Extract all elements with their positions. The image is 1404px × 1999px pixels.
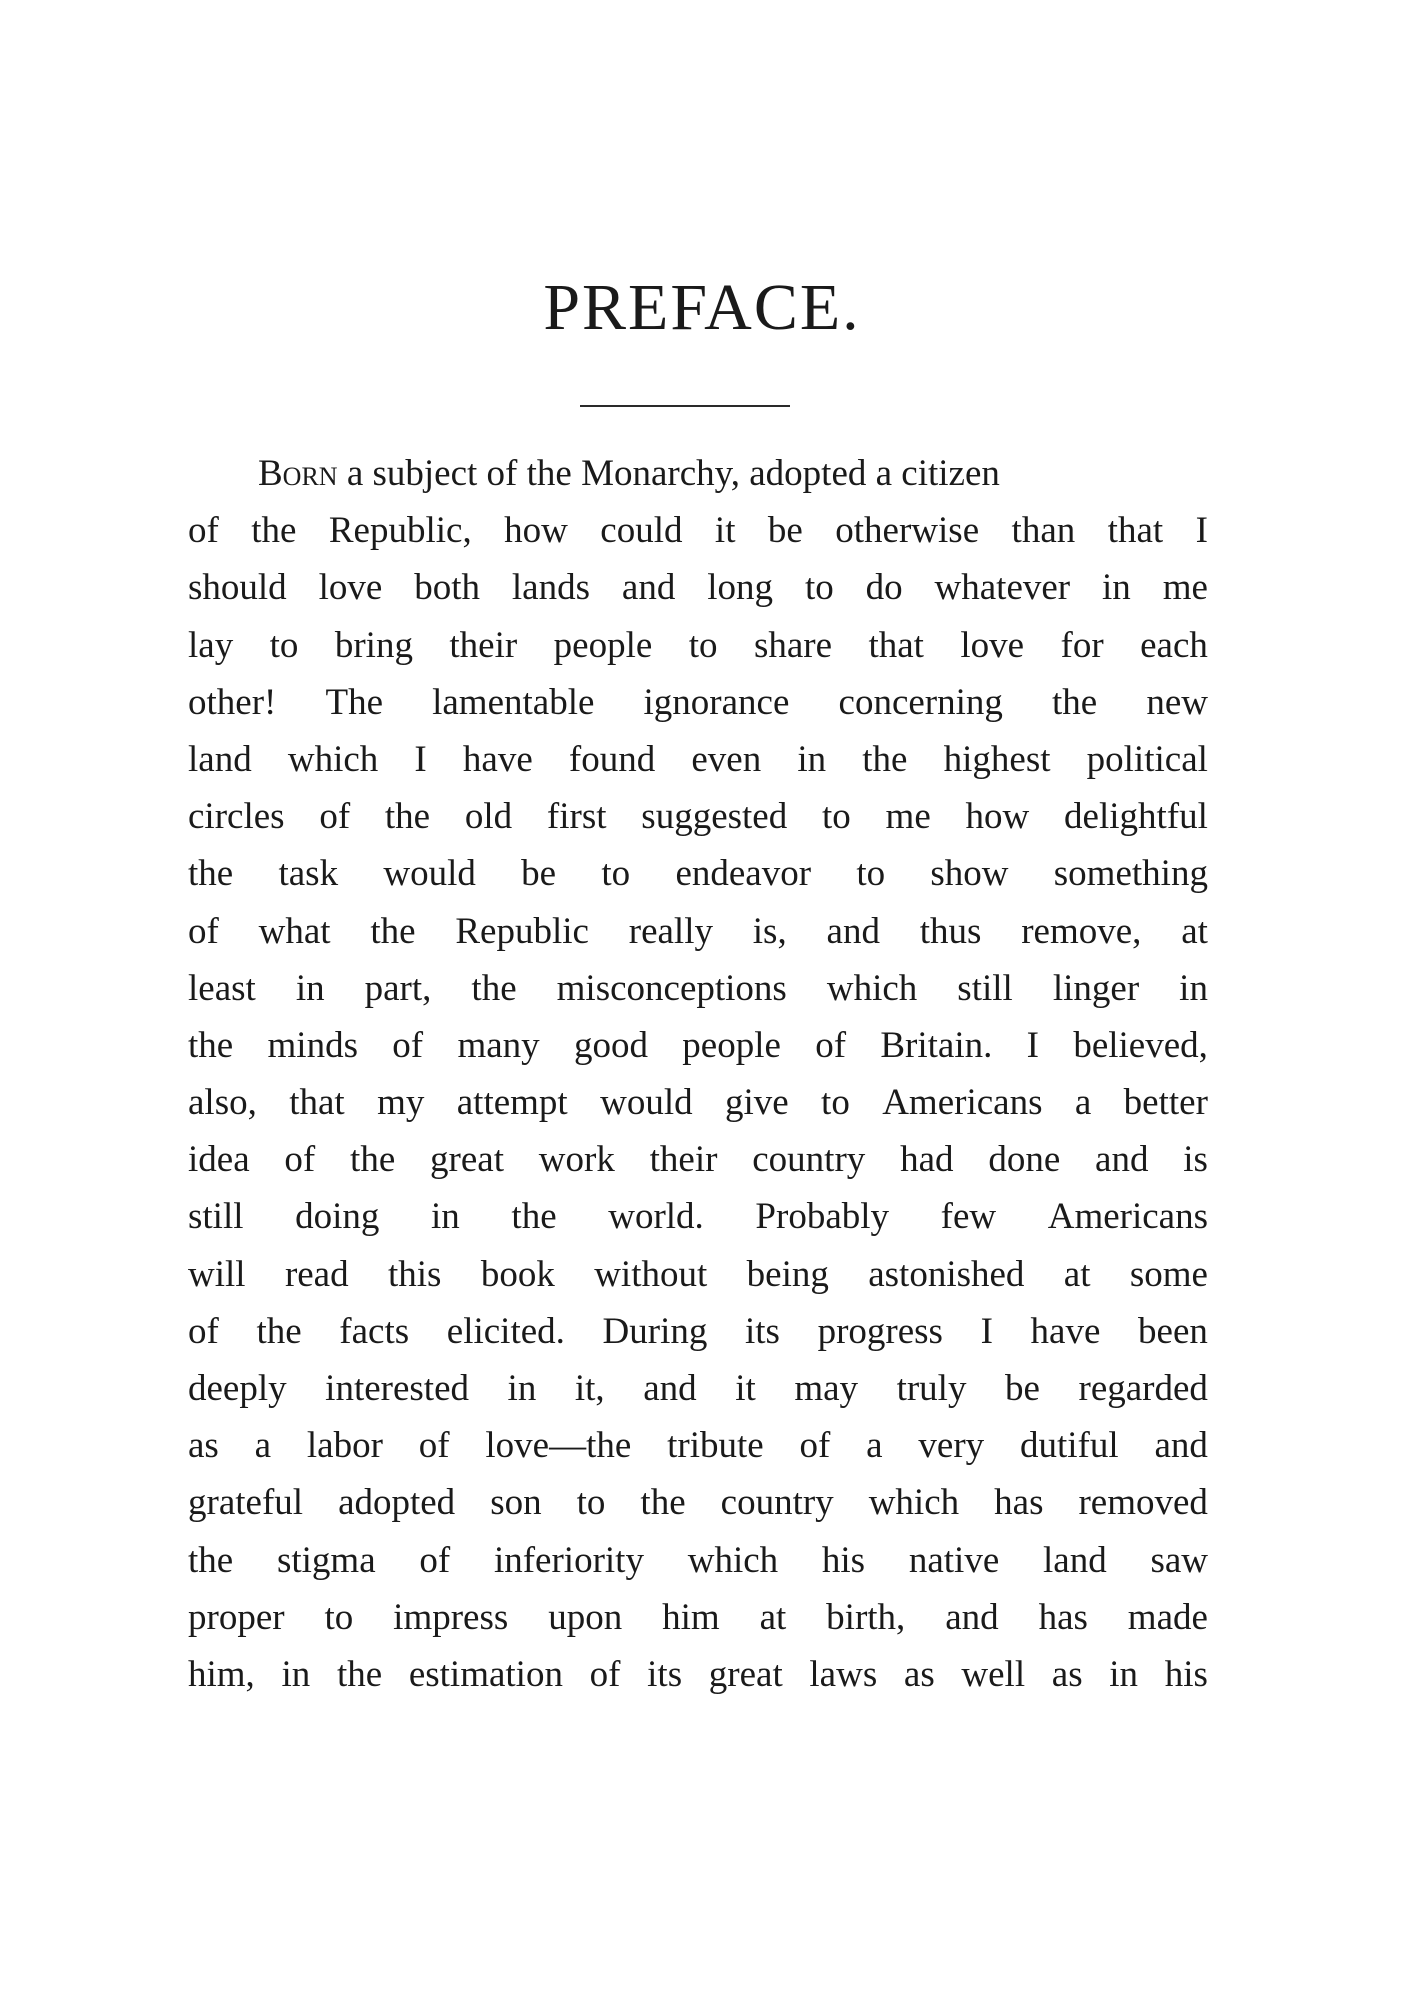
word: otherwise xyxy=(835,510,980,552)
word: in xyxy=(507,1368,537,1409)
word: impress xyxy=(393,1596,509,1638)
word: work xyxy=(538,1139,615,1181)
word: dutiful xyxy=(1019,1425,1119,1467)
word: it xyxy=(714,510,736,552)
word: would xyxy=(383,853,476,895)
text-line-4 xyxy=(188,617,1208,674)
word: in xyxy=(1102,567,1131,609)
word: the xyxy=(350,1139,396,1181)
word: of xyxy=(418,1425,450,1467)
preface-body xyxy=(188,445,1208,1703)
word: delightful xyxy=(1064,796,1208,838)
word: is xyxy=(1183,1139,1208,1181)
word: good xyxy=(573,1024,648,1066)
word: of xyxy=(589,1653,621,1695)
word: me xyxy=(1162,567,1208,609)
word: its xyxy=(647,1653,683,1695)
word: regarded xyxy=(1078,1368,1208,1409)
word: without xyxy=(594,1253,708,1295)
word: a xyxy=(866,1425,883,1467)
word: saw xyxy=(1150,1539,1208,1581)
word: least xyxy=(188,967,256,1009)
word: my xyxy=(377,1082,425,1124)
word: lamentable xyxy=(432,681,595,723)
word: still xyxy=(188,1196,244,1238)
word: what xyxy=(258,910,331,952)
word: attempt xyxy=(456,1082,568,1124)
text-line-17 xyxy=(188,1360,1208,1417)
word: to xyxy=(856,853,886,895)
word: concerning xyxy=(838,681,1003,723)
word: great xyxy=(708,1653,783,1695)
word: long xyxy=(707,567,774,609)
word: proper xyxy=(188,1596,285,1638)
word: to xyxy=(688,624,718,666)
word: the xyxy=(188,1024,234,1066)
lead-word: Born xyxy=(258,453,338,494)
word: made xyxy=(1127,1596,1208,1638)
word: to xyxy=(821,1082,850,1124)
word: laws xyxy=(809,1653,878,1695)
word: in xyxy=(1109,1653,1139,1695)
word: have xyxy=(462,738,533,780)
text-line-3 xyxy=(188,559,1208,616)
word: and xyxy=(643,1368,697,1409)
word: ignorance xyxy=(643,681,790,723)
word: to xyxy=(576,1482,606,1524)
word: estimation xyxy=(408,1653,563,1695)
text-line-16 xyxy=(188,1303,1208,1360)
word: great xyxy=(430,1139,504,1181)
word: at xyxy=(1181,910,1208,952)
word: the xyxy=(1052,681,1098,723)
word: Britain. xyxy=(880,1024,993,1066)
word: for xyxy=(1060,624,1104,666)
word: their xyxy=(449,624,518,666)
text-line-19 xyxy=(188,1474,1208,1531)
word: political xyxy=(1086,738,1208,780)
word: and xyxy=(1154,1425,1208,1467)
text-line-7 xyxy=(188,788,1208,845)
word: be xyxy=(521,853,557,895)
word: at xyxy=(1063,1253,1091,1295)
word: Americans xyxy=(882,1082,1043,1124)
title-divider xyxy=(580,405,790,407)
word: in xyxy=(1179,967,1208,1009)
word: which xyxy=(868,1482,960,1524)
word: how xyxy=(504,510,568,552)
word: and xyxy=(621,567,676,609)
text-line-12 xyxy=(188,1074,1208,1131)
word: that xyxy=(289,1082,345,1124)
text-line-5 xyxy=(188,674,1208,731)
word: old xyxy=(464,796,513,838)
word: Americans xyxy=(1047,1196,1208,1238)
word: birth, xyxy=(826,1596,906,1638)
word: give xyxy=(724,1082,789,1124)
text-line-11 xyxy=(188,1017,1208,1074)
word: of xyxy=(188,510,219,552)
word: of xyxy=(188,1310,219,1352)
word: very xyxy=(918,1425,985,1467)
word: I xyxy=(980,1310,993,1352)
word: remove, xyxy=(1021,910,1142,952)
word: tribute xyxy=(667,1425,764,1467)
word: removed xyxy=(1078,1482,1208,1524)
word: first xyxy=(546,796,607,838)
text-line-2 xyxy=(188,502,1208,559)
word: other! xyxy=(188,681,277,723)
word: of xyxy=(419,1539,451,1581)
word: may xyxy=(794,1368,859,1409)
word: be xyxy=(1005,1368,1040,1409)
word: During xyxy=(602,1310,708,1352)
word: grateful xyxy=(188,1482,304,1524)
word: as xyxy=(188,1425,219,1467)
word: endeavor xyxy=(675,853,812,895)
word: read xyxy=(284,1253,349,1295)
word: inferiority xyxy=(493,1539,644,1581)
word: share xyxy=(753,624,833,666)
word: to xyxy=(269,624,299,666)
word: some xyxy=(1129,1253,1208,1295)
word: love—the xyxy=(485,1425,632,1467)
word: has xyxy=(994,1482,1044,1524)
text-line-15 xyxy=(188,1246,1208,1303)
word: son xyxy=(490,1482,542,1524)
word: thus xyxy=(919,910,982,952)
word: astonished xyxy=(868,1253,1025,1295)
word: be xyxy=(767,510,803,552)
word: misconceptions xyxy=(556,967,787,1009)
word: country xyxy=(752,1139,866,1181)
word: have xyxy=(1030,1310,1101,1352)
word: of xyxy=(799,1425,831,1467)
word: the xyxy=(336,1653,383,1695)
word: few xyxy=(940,1196,997,1238)
word: will xyxy=(188,1253,246,1295)
word: which xyxy=(687,1539,779,1581)
word: than xyxy=(1011,510,1076,552)
word: interested xyxy=(325,1368,469,1409)
word: people xyxy=(553,624,653,666)
text-line-18 xyxy=(188,1417,1208,1474)
word: suggested xyxy=(641,796,788,838)
word: minds xyxy=(267,1024,358,1066)
word: people xyxy=(682,1024,781,1066)
word: many xyxy=(457,1024,540,1066)
word: well xyxy=(961,1653,1026,1695)
word: whatever xyxy=(934,567,1071,609)
word: the xyxy=(251,510,297,552)
word: being xyxy=(746,1253,829,1295)
text-line-21 xyxy=(188,1589,1208,1646)
word: idea xyxy=(188,1139,250,1181)
word: country xyxy=(720,1482,834,1524)
word: and xyxy=(826,910,880,952)
word: to xyxy=(601,853,631,895)
word: Republic xyxy=(455,910,589,952)
word: highest xyxy=(943,738,1051,780)
word: love xyxy=(318,567,383,609)
word: labor xyxy=(306,1425,383,1467)
word: it, xyxy=(574,1368,605,1409)
word: world. xyxy=(608,1196,704,1238)
word: I xyxy=(1195,510,1208,552)
word: really xyxy=(628,910,713,952)
word: as xyxy=(903,1653,935,1695)
word: the xyxy=(384,796,431,838)
word: in xyxy=(797,738,827,780)
word: doing xyxy=(295,1196,380,1238)
text-line-22 xyxy=(188,1646,1208,1703)
word: which xyxy=(287,738,379,780)
word: the xyxy=(188,1539,234,1581)
word: as xyxy=(1051,1653,1083,1695)
word: the xyxy=(640,1482,686,1524)
word: found xyxy=(568,738,656,780)
word: progress xyxy=(817,1310,943,1352)
word: of xyxy=(815,1024,847,1066)
word: been xyxy=(1138,1310,1208,1352)
text-line-6 xyxy=(188,731,1208,788)
word: land xyxy=(1043,1539,1107,1581)
word: linger xyxy=(1052,967,1140,1009)
word: had xyxy=(900,1139,954,1181)
word: the xyxy=(256,1310,302,1352)
word: of xyxy=(188,910,219,952)
word: a xyxy=(1074,1082,1092,1124)
word: this xyxy=(387,1253,442,1295)
word: of xyxy=(319,796,351,838)
word: show xyxy=(930,853,1009,895)
word: the xyxy=(471,967,517,1009)
word: of xyxy=(284,1139,316,1181)
text-line-9 xyxy=(188,903,1208,960)
word: do xyxy=(865,567,903,609)
word: land xyxy=(188,738,252,780)
word: facts xyxy=(339,1310,410,1352)
word: at xyxy=(759,1596,787,1638)
word: adopted xyxy=(338,1482,456,1524)
word: his xyxy=(821,1539,866,1581)
word: The xyxy=(325,681,383,723)
word: circles xyxy=(188,796,285,838)
word: better xyxy=(1123,1082,1208,1124)
word: new xyxy=(1146,681,1208,723)
word: is, xyxy=(752,910,787,952)
word: truly xyxy=(896,1368,967,1409)
word: lands xyxy=(511,567,590,609)
word: believed, xyxy=(1073,1024,1208,1066)
word: and xyxy=(945,1596,999,1638)
word: me xyxy=(885,796,931,838)
word: the xyxy=(188,853,234,895)
word: it xyxy=(735,1368,756,1409)
word: his xyxy=(1164,1653,1208,1695)
word: him xyxy=(662,1596,720,1638)
word: Probably xyxy=(755,1196,890,1238)
word: each xyxy=(1140,624,1208,666)
word: the xyxy=(511,1196,557,1238)
line-text: a subject of the Monarchy, adopted a citizen xyxy=(337,453,1000,494)
word: part, xyxy=(364,967,432,1009)
text-line-1 xyxy=(188,445,1208,502)
word: stigma xyxy=(276,1539,376,1581)
word: the xyxy=(862,738,908,780)
page-title: PREFACE. xyxy=(543,271,861,344)
word: its xyxy=(744,1310,780,1352)
word: deeply xyxy=(188,1368,287,1409)
text-line-10 xyxy=(188,960,1208,1017)
word: to xyxy=(822,796,851,838)
text-line-14 xyxy=(188,1188,1208,1245)
word: love xyxy=(960,624,1025,666)
word: in xyxy=(281,1653,311,1695)
word: also, xyxy=(188,1082,257,1124)
word: and xyxy=(1095,1139,1149,1181)
word: to xyxy=(324,1596,354,1638)
word: of xyxy=(392,1024,424,1066)
word: done xyxy=(988,1139,1061,1181)
word: book xyxy=(480,1253,555,1295)
word: task xyxy=(278,853,339,895)
word: could xyxy=(600,510,683,552)
word: bring xyxy=(334,624,413,666)
word: their xyxy=(649,1139,718,1181)
word: the xyxy=(370,910,416,952)
word: would xyxy=(600,1082,693,1124)
word: upon xyxy=(548,1596,623,1638)
word: to xyxy=(804,567,834,609)
word: Republic, xyxy=(328,510,472,552)
word: how xyxy=(965,796,1030,838)
word: even xyxy=(691,738,762,780)
word: something xyxy=(1053,853,1208,895)
word: has xyxy=(1038,1596,1088,1638)
word: which xyxy=(826,967,918,1009)
word: I xyxy=(414,738,427,780)
word: should xyxy=(188,567,287,609)
word: in xyxy=(295,967,325,1009)
word: in xyxy=(431,1196,460,1238)
text-line-8 xyxy=(188,845,1208,902)
word: lay xyxy=(188,624,234,666)
word: still xyxy=(957,967,1013,1009)
word: him, xyxy=(188,1653,255,1695)
word: a xyxy=(254,1425,272,1467)
word: native xyxy=(908,1539,1000,1581)
text-line-13 xyxy=(188,1131,1208,1188)
word: that xyxy=(868,624,924,666)
word: elicited. xyxy=(446,1310,565,1352)
word: both xyxy=(414,567,480,609)
word: I xyxy=(1026,1024,1039,1066)
word: that xyxy=(1107,510,1164,552)
text-line-20 xyxy=(188,1532,1208,1589)
